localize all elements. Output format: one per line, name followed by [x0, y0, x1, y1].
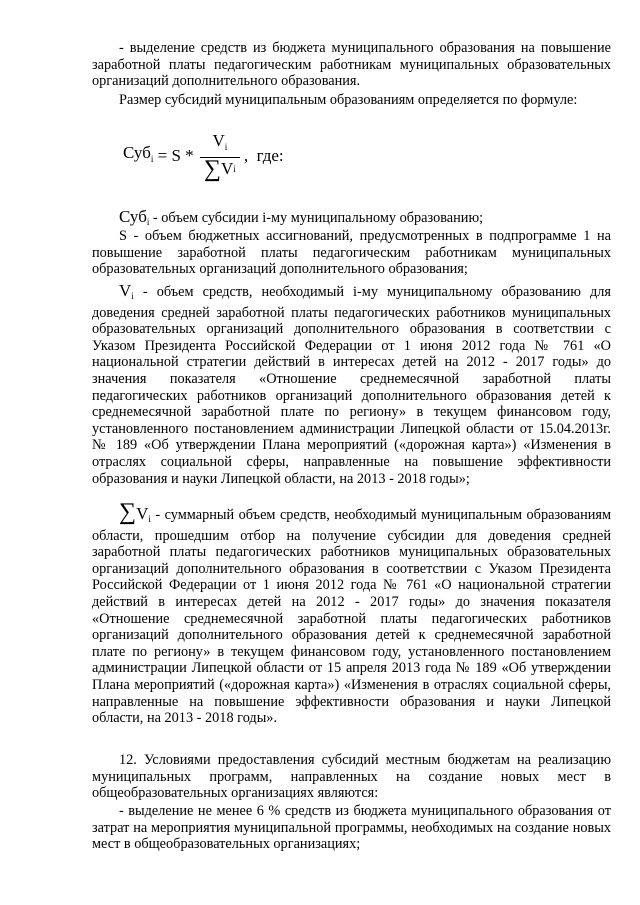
formula-lhs: Суб$_i$ [123, 142, 154, 164]
paragraph-6 [92, 499, 611, 727]
paragraph-8 [92, 803, 611, 853]
paragraph-8-text: - выделение не менее 6 % средств из бюджета муниципального образования от затрат на мероприятия муниципальной программы, необходимых на создание новых мест в общеобразовательных организациях; [92, 803, 611, 853]
paragraph-1-text: - выделение средств из бюджета муниципального образования на повышение заработной платы педагогическим работникам муниципальных образовательных организаций дополнительного образования. [92, 40, 611, 90]
sigma-icon: ∑ [203, 155, 222, 182]
paragraph-6-text: - суммарный объем средств, необходимый муниципальным образованиям области, прошедшим отбор на получение субсидии для доведения средней заработной платы педагогических работников муниципальных образовательных организаций дополнительного образования в соответствии с Указом Президента Российской Федерации от 1 июня 2012 года № 761 «О национальной стратегии действий в интересах детей на 2012 - 2017 годы» до значения показателя «Отношение среднемесячной заработной платы педагогических работников организаций дополнительного образования детей к среднемесячной заработной плате по региону» в текущем финансовом году, установленного постановлением администрации Липецкой области от 15 апреля 2013 года № 189 «Об утверждении Плана мероприятий («дорожная карта») «Изменения в отраслях социальной сферы, направленные на повышение эффективности образования и науки Липецкой области, на 2013 - 2018 годы». [92, 507, 611, 727]
formula-denominator: ∑ V i [200, 157, 240, 179]
formula-fraction [200, 131, 240, 182]
paragraph-3-text: - объем субсидии i-му муниципальному образованию; [149, 210, 484, 226]
paragraph-2 [92, 92, 611, 109]
paragraph-1 [92, 40, 611, 90]
symbol-sigma-v: ∑Vi [119, 499, 151, 525]
paragraph-2-text: Размер субсидий муниципальным образованиям определяется по формуле: [119, 92, 578, 108]
formula-numerator: $V_i$ [212, 131, 228, 153]
formula-tail: , где: [243, 145, 284, 165]
paragraph-5 [92, 283, 611, 487]
symbol-sub: Субi [119, 207, 150, 227]
formula-eq: = S * [153, 145, 198, 165]
paragraph-5-text: - объем средств, необходимый i-му муниципальному образованию для доведения средней заработной платы педагогических работников муниципальных образовательных организаций дополнительного образования в соответствии с Указом Президента Российской Федерации от 1 июня 2012 года № 761 «О национальной стратегии действий в интересах детей на 2012 - 2017 годы» до значения показателя «Отношение среднемесячной заработной платы педагогических работников организаций дополнительного образования детей к среднемесячной заработной плате по региону» в текущем финансовом году, установленного постановлением администрации Липецкой области от 15.04.2013г. № 189 «Об утверждении Плана мероприятий («дорожная карта») «Изменения в отраслях социальной сферы, направленные на повышение эффективности образования и науки Липецкой области, на 2013 - 2018 годы»; [92, 284, 611, 487]
symbol-v: Vi [119, 281, 134, 301]
subsidy-formula [123, 130, 284, 182]
paragraph-7-text: 12. Условиями предоставления субсидий местным бюджетам на реализацию муниципальных программ, направленных на создание новых мест в общеобразовательных организациях являются: [92, 752, 611, 802]
paragraph-7 [92, 752, 611, 802]
paragraph-4-text: S - объем бюджетных ассигнований, предусмотренных в подпрограмме 1 на повышение заработной платы педагогическим работникам муниципальных образовательных организаций дополнительного образования; [92, 228, 611, 278]
paragraph-4 [92, 228, 611, 278]
sigma-icon: ∑ [119, 499, 137, 525]
